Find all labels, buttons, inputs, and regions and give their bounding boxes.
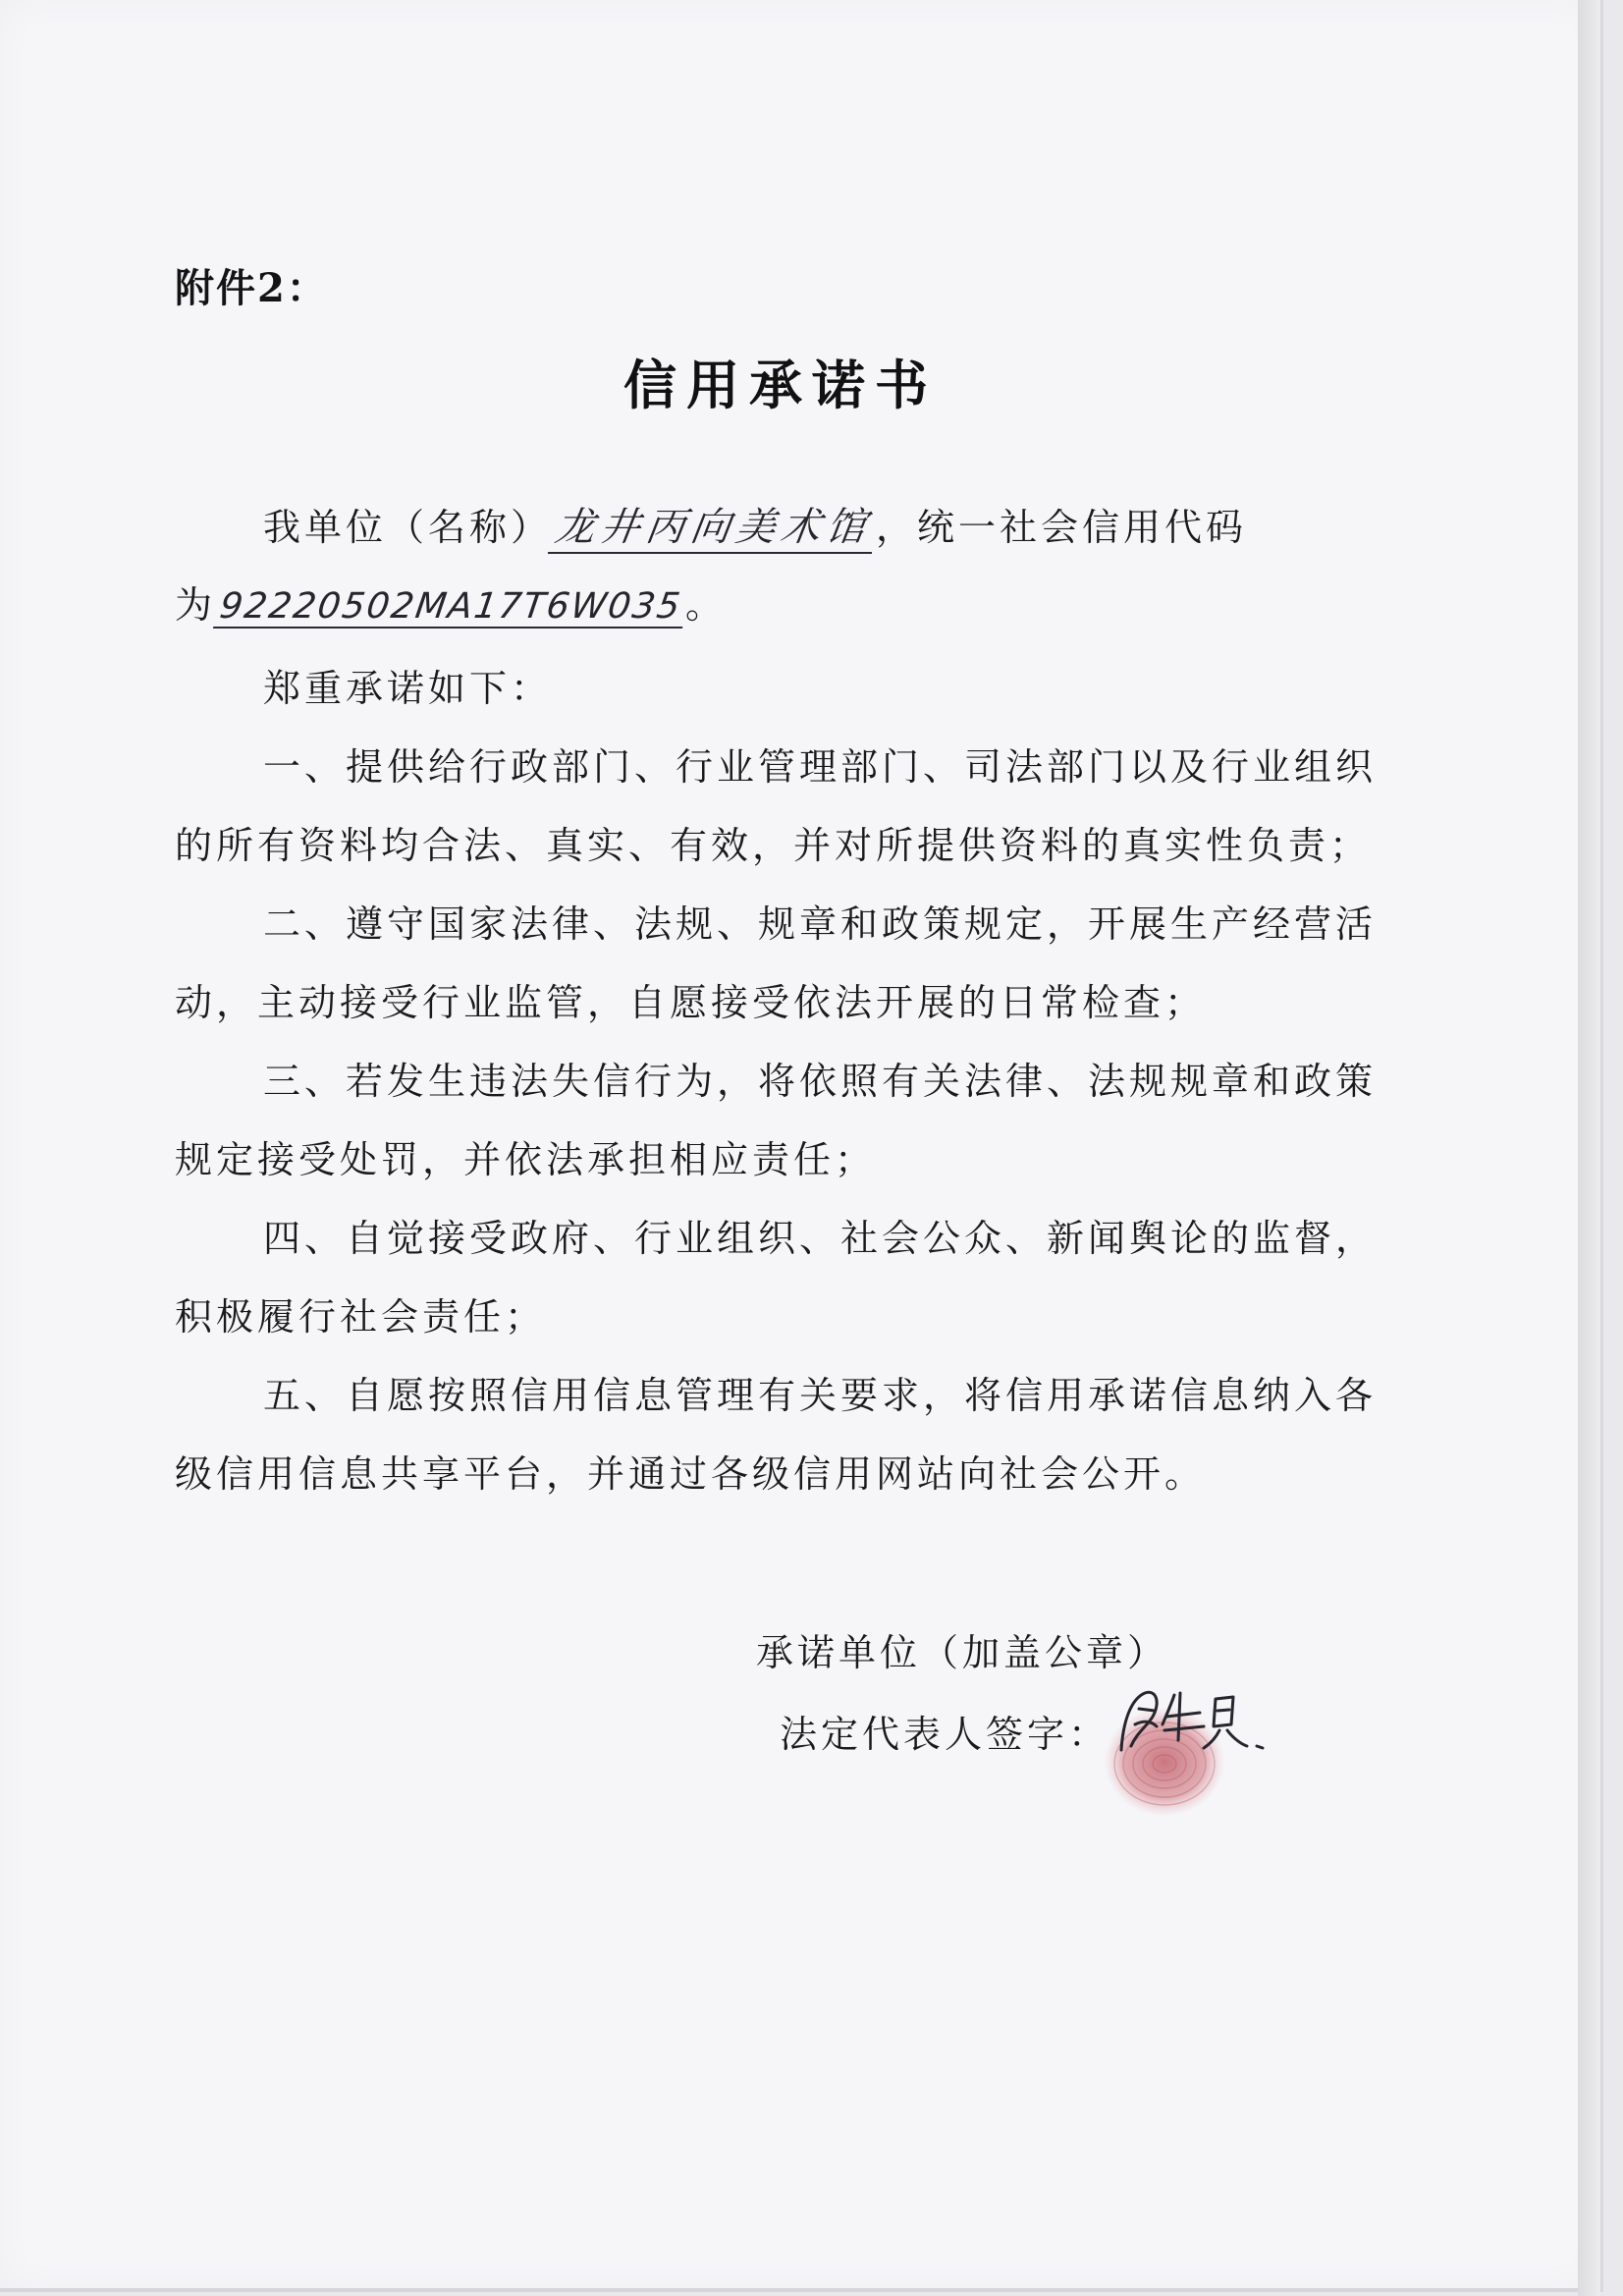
legal-rep-label: 法定代表人签字： [780, 1713, 1110, 1756]
code-suffix: 。 [684, 583, 727, 627]
promise-line: 五、自愿按照信用信息管理有关要求，将信用承诺信息纳入各 [263, 1374, 1378, 1417]
solemn-promise: 郑重承诺如下： [263, 667, 553, 710]
handwritten-signature [1109, 1681, 1296, 1770]
promise-line: 的所有资料均合法、真实、有效，并对所提供资料的真实性负责； [175, 824, 1372, 867]
intro-prefix: 我单位（名称） [263, 506, 553, 549]
promise-line: 三、若发生违法失信行为，将依照有关法律、法规规章和政策 [263, 1060, 1378, 1103]
scan-edge-shadow [1578, 0, 1600, 2296]
promise-line: 四、自觉接受政府、行业组织、社会公众、新闻舆论的监督， [263, 1217, 1378, 1260]
promise-line: 积极履行社会责任； [175, 1295, 547, 1339]
promise-line: 规定接受处罚，并依法承担相应责任； [175, 1138, 877, 1181]
document-title: 信用承诺书 [623, 354, 938, 416]
promise-line: 一、提供给行政部门、行业管理部门、司法部门以及行业组织 [263, 745, 1378, 789]
code-prefix: 为 [175, 583, 217, 627]
promising-unit-label: 承诺单位（加盖公章） [756, 1631, 1169, 1674]
promise-line: 级信用信息共享平台，并通过各级信用网站向社会公开。 [175, 1452, 1207, 1496]
handwritten-unit-name: 龙井丙向美术馆 [548, 496, 880, 554]
promise-line: 二、遵守国家法律、法规、规章和政策规定，开展生产经营活 [263, 902, 1378, 946]
attachment-label: 附件2： [175, 265, 328, 311]
handwritten-credit-code: 92220502MA17T6W035 [213, 586, 688, 629]
promise-line: 动，主动接受行业监管，自愿接受依法开展的日常检查； [175, 981, 1207, 1024]
intro-middle: ，统一社会信用代码 [876, 506, 1248, 549]
intro-line-2 [175, 574, 727, 629]
intro-line-1 [263, 496, 1247, 554]
